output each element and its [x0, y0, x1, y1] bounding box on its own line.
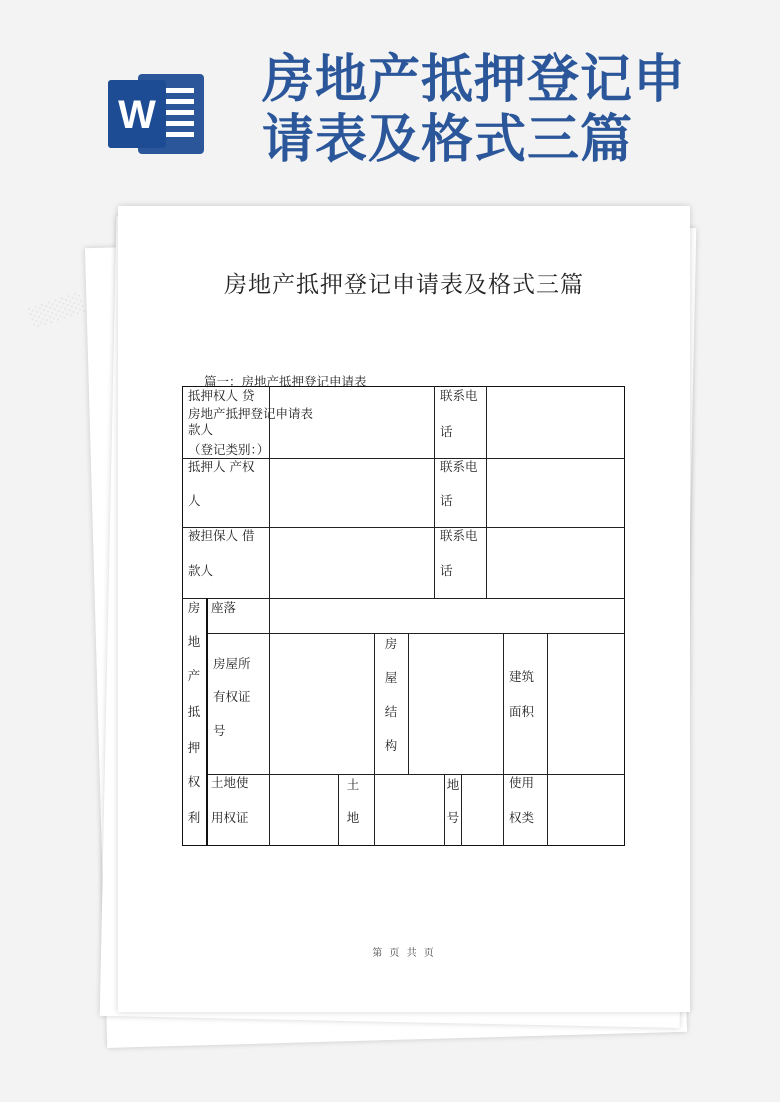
location-input[interactable]: [270, 599, 624, 632]
mortgagor-input[interactable]: [270, 459, 433, 526]
watermark: ░░░░: [28, 291, 88, 330]
house-cert-label: 号: [213, 723, 226, 738]
document-page: [118, 206, 690, 1012]
side-char: 抵: [187, 704, 201, 719]
borrower-label: 款人: [188, 563, 214, 578]
lot-input[interactable]: [462, 775, 502, 845]
side-char: 利: [187, 810, 201, 825]
land-char: 土: [346, 777, 360, 792]
building-area-label: 建筑: [509, 669, 535, 684]
mortgagee-input[interactable]: [270, 387, 433, 457]
guaranteed-phone-input[interactable]: [487, 528, 624, 597]
banner-title-line2: 请表及格式三篇: [262, 110, 634, 170]
land-cert-input[interactable]: [270, 775, 337, 845]
word-document-icon: [108, 70, 208, 158]
struct-char: 结: [384, 704, 398, 719]
side-char: 房: [187, 600, 201, 615]
struct-char: 房: [384, 636, 398, 651]
land-char: 地: [346, 810, 360, 825]
phone-label: 话: [440, 563, 453, 578]
house-cert-label: 有权证: [213, 689, 251, 704]
registration-type-label: （登记类别：）: [188, 442, 270, 457]
document-title: 房地产抵押登记申请表及格式三篇: [224, 272, 584, 298]
side-char: 地: [187, 634, 201, 649]
mortgagee-phone-input[interactable]: [487, 387, 624, 457]
building-area-label: 面积: [509, 704, 535, 719]
house-cert-label: 房屋所: [213, 656, 251, 671]
guaranteed-input[interactable]: [270, 528, 433, 597]
phone-label: 联系电: [440, 459, 478, 474]
use-type-input[interactable]: [548, 775, 624, 845]
banner-title-line1: 房地产抵押登记申: [262, 50, 687, 110]
section-heading: 篇一：房地产抵押登记申请表: [204, 374, 367, 389]
house-cert-input[interactable]: [270, 634, 373, 773]
building-area-input[interactable]: [548, 634, 624, 773]
land-cert-label: 用权证: [211, 810, 249, 825]
house-struct-input[interactable]: [409, 634, 502, 773]
side-char: 权: [187, 774, 201, 789]
location-label: 座落: [211, 600, 237, 615]
mortgagor-label: 抵押人 产权: [188, 459, 255, 474]
banner-title: [262, 50, 762, 170]
form-name-label: 房地产抵押登记申请表: [188, 406, 314, 421]
svg-text:W: W: [118, 93, 156, 137]
land-input[interactable]: [375, 775, 443, 845]
phone-label: 话: [440, 424, 453, 439]
side-char: 押: [187, 740, 201, 755]
mortgagor-label-cont: 人: [188, 493, 201, 508]
use-type-label: 使用: [509, 775, 535, 790]
phone-label: 联系电: [440, 388, 478, 403]
guaranteed-label: 被担保人 借: [188, 528, 255, 543]
phone-label: 话: [440, 493, 453, 508]
phone-label: 联系电: [440, 528, 478, 543]
page-footer: 第 页 共 页: [372, 948, 436, 959]
mortgagee-label: 抵押权人 贷: [188, 388, 255, 403]
mortgagor-phone-input[interactable]: [487, 459, 624, 526]
lot-char: 号: [446, 810, 460, 825]
struct-char: 屋: [384, 670, 398, 685]
side-char: 产: [187, 668, 201, 683]
struct-char: 构: [384, 738, 398, 753]
lot-char: 地: [446, 777, 460, 792]
use-type-label: 权类: [509, 810, 535, 825]
land-cert-label: 土地使: [211, 775, 249, 790]
lender-label: 款人: [188, 422, 214, 437]
